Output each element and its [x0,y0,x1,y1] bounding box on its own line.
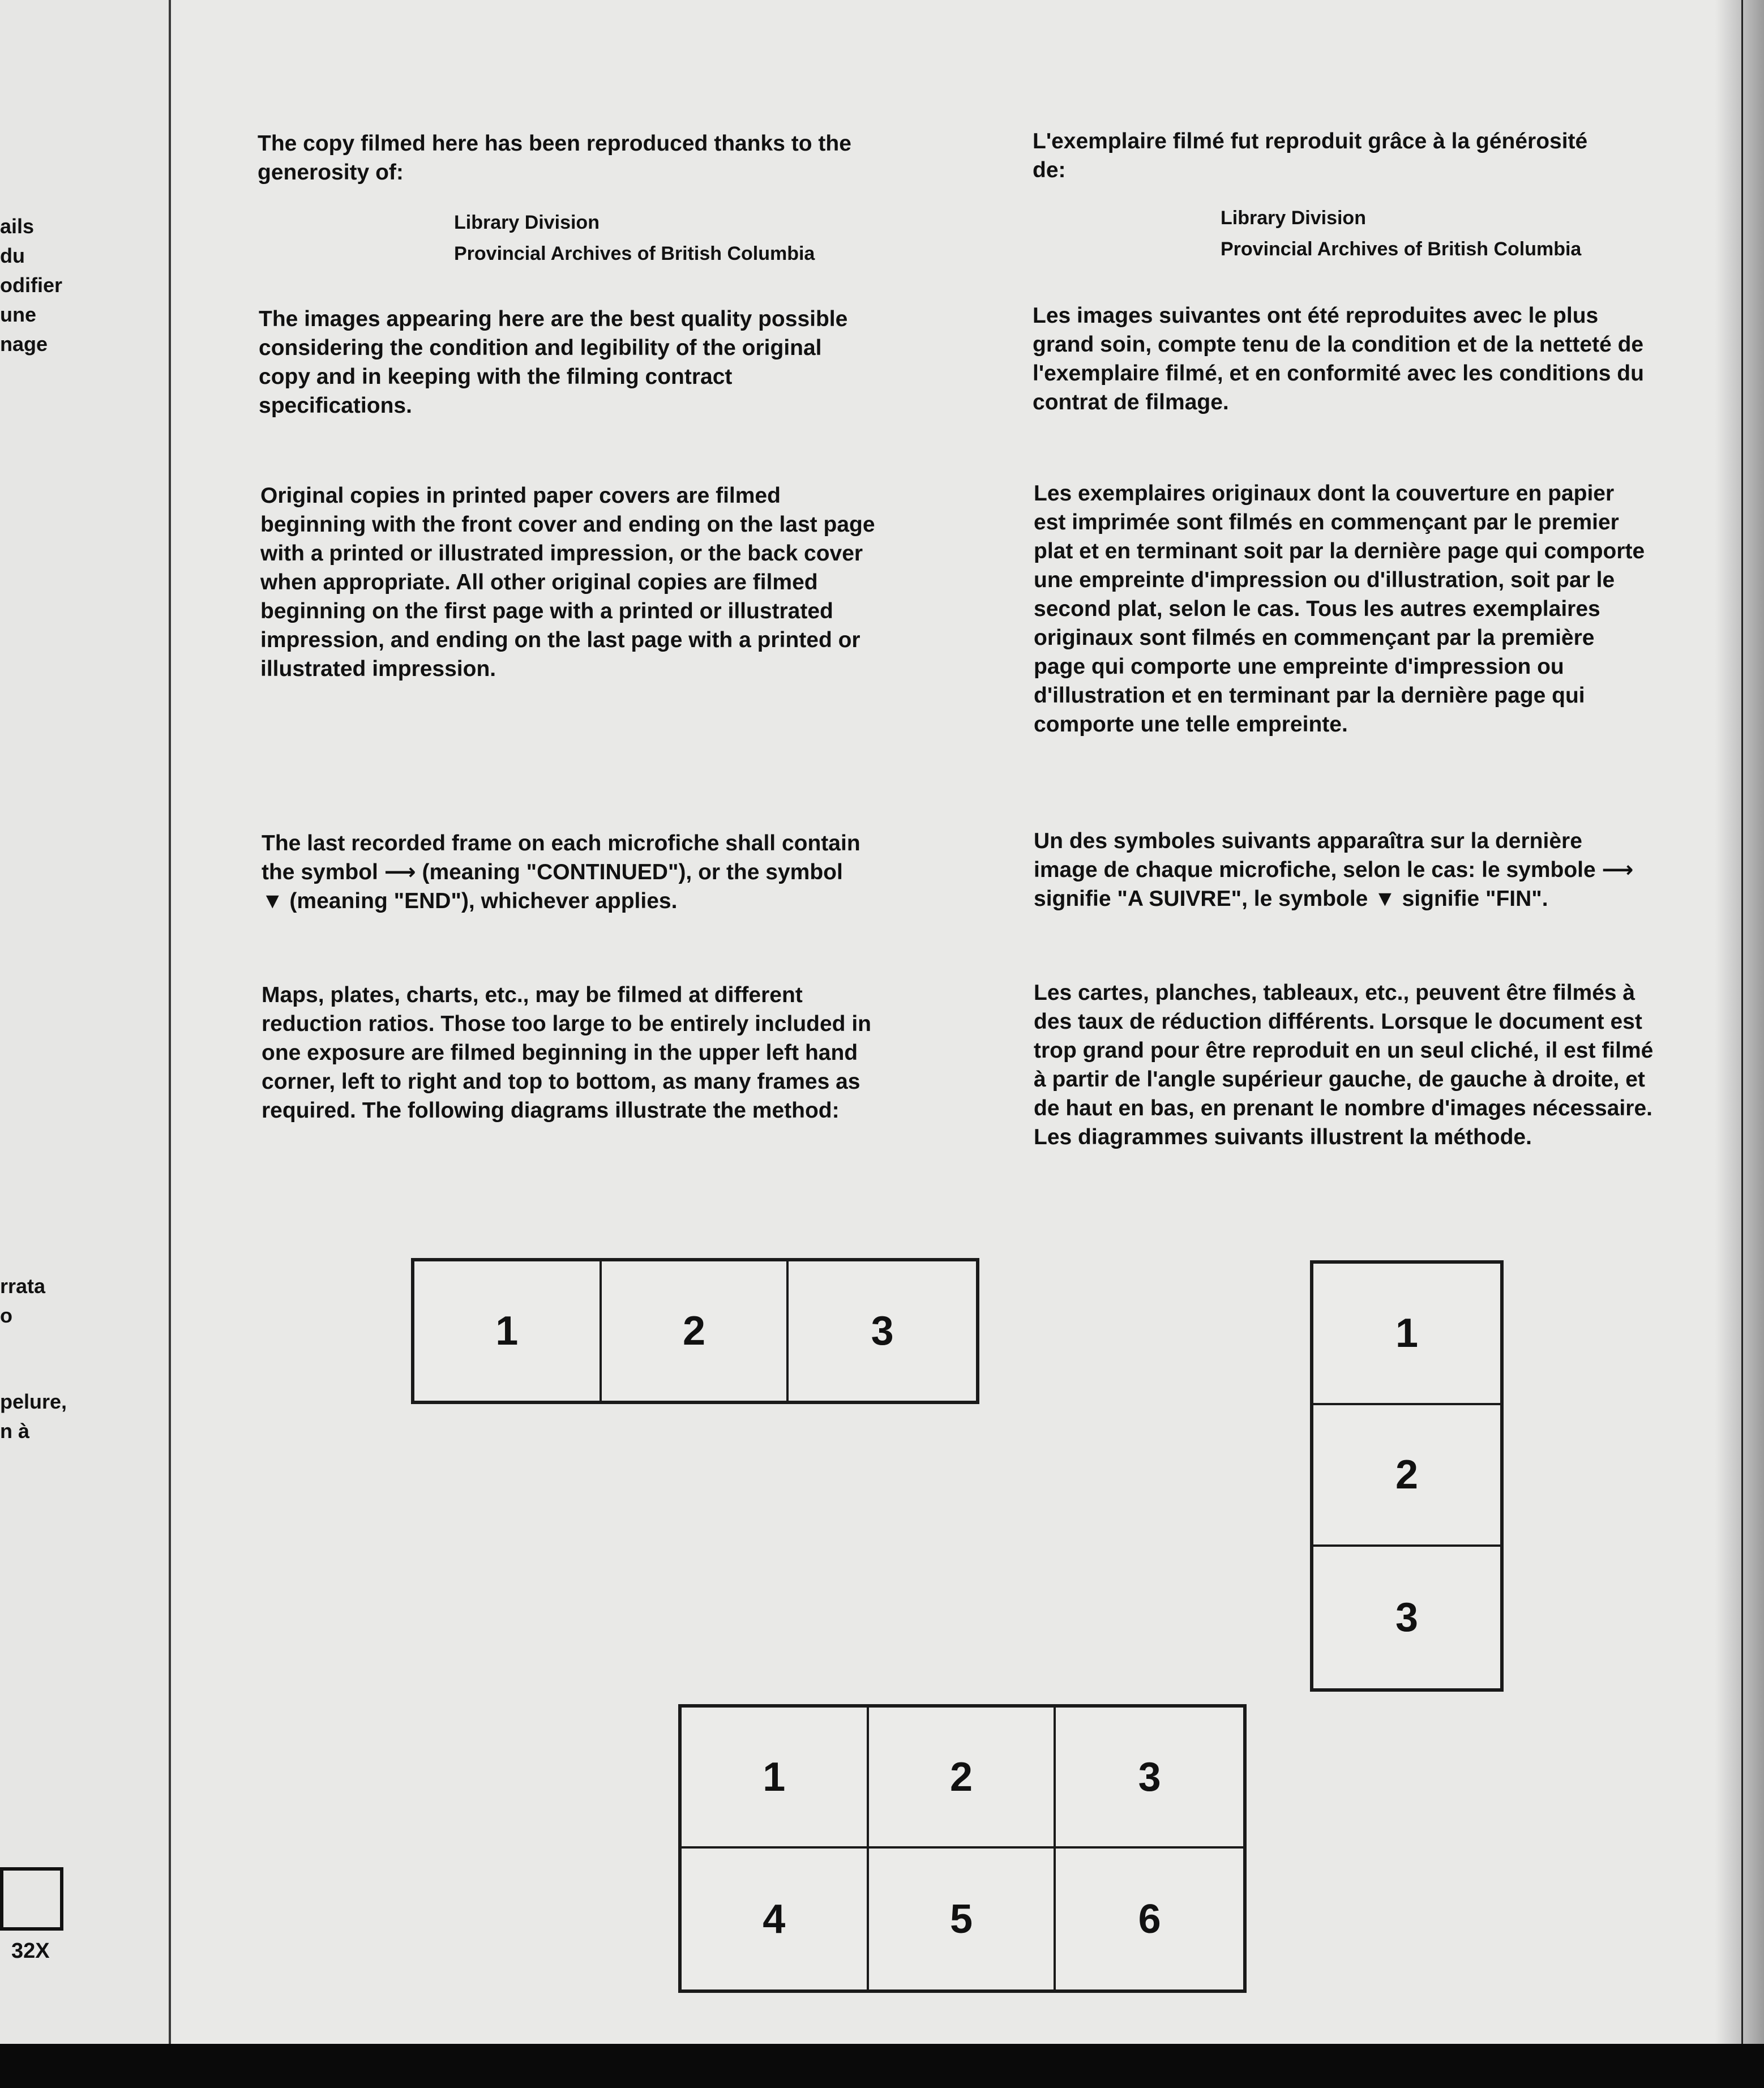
institution-line: Provincial Archives of British Columbia [454,243,815,264]
english-paragraph-originals: Original copies in printed paper covers are filmed beginning with the front cover and ending on the last page with a printed or illustrated impression, or the back cover when appropriate. All other original copies are filmed beginning on the first page with a printed or illustrated impression, and ending on the last page with a printed or illustrated impression. [260,484,875,681]
left-strip-mid-text [0,1272,45,1330]
french-institution [1221,203,1673,265]
frame-cell: 6 [1138,1896,1161,1942]
right-page-edge-shadow [1715,0,1764,2044]
institution-line: Library Division [1221,207,1366,229]
french-paragraph-symbols: Un des symboles suivants apparaîtra sur la dernière image de chaque microfiche, selon le cas: le symbole ⟶ signifie "A SUIVRE", le symbole ▼ signifie "FIN". [1034,829,1634,911]
strip-line: odifier [0,273,63,297]
frame-cell: 3 [871,1308,894,1354]
frame-cell: 1 [682,1708,869,1849]
right-page-edge-line [1741,0,1743,2044]
diagram-vertical [1310,1260,1504,1692]
english-paragraph-symbols: The last recorded frame on each microfiche shall contain the symbol ⟶ (meaning "CONTINUED"), or the symbol ▼ (meaning "END"), whichever applies. [262,831,860,913]
french-paragraph-originals: Les exemplaires originaux dont la couverture en papier est imprimée sont filmés en commençant par le premier plat et en terminant soit par la dernière page qui comporte une empreinte d'impression ou d'illustration, soit par le second plat, selon le cas. Tous les autres exemplaires originaux sont filmés en commençant par la première page qui comporte une empreinte d'impression ou d'illustration et en terminant par la dernière page qui comporte une telle empreinte. [1034,481,1645,737]
french-paragraph-quality: Les images suivantes ont été reproduites avec le plus grand soin, compte tenu de la condition et de la netteté de l'exemplaire filmé, et en conformité avec les conditions du contrat de filmage. [1033,303,1644,414]
strip-line: rrata [0,1274,46,1298]
frame-cell: 2 [1313,1405,1500,1547]
reduction-ratio-box [0,1867,63,1931]
diagram-horizontal [411,1258,979,1404]
frame-cell: 1 [414,1261,602,1401]
strip-line: n à [0,1419,30,1443]
english-paragraph-quality: The images appearing here are the best quality possible considering the condition and legibility of the original copy and in keeping with the filming contract specifications. [259,307,848,418]
page-fold-line [169,0,171,2044]
institution-line: Provincial Archives of British Columbia [1221,238,1582,260]
strip-line: du [0,244,25,267]
english-institution [454,207,907,269]
strip-line: une [0,303,37,326]
frame-cell: 2 [602,1261,789,1401]
strip-line: nage [0,332,48,356]
french-intro: L'exemplaire filmé fut reproduit grâce à la générosité de: [1033,129,1588,182]
left-strip-top-text [0,212,62,359]
strip-line: o [0,1304,12,1327]
frame-cell: 3 [1395,1595,1419,1640]
diagram-grid [678,1704,1247,1993]
frame-cell: 4 [682,1849,869,1989]
frame-cell: 2 [869,1708,1056,1849]
left-strip-low-text [0,1387,67,1446]
frame-cell: 1 [1313,1264,1500,1405]
english-intro: The copy filmed here has been reproduced thanks to the generosity of: [258,131,851,185]
strip-line: ails [0,215,35,238]
reduction-ratio-label: 32X [11,1939,50,1963]
frame-cell: 5 [869,1849,1056,1989]
bottom-dark-band [0,2044,1764,2088]
english-paragraph-maps: Maps, plates, charts, etc., may be filmed at different reduction ratios. Those too large to be entirely included in one exposure are filmed beginning in the upper left hand corner, left to right and top to bottom, as many frames as required. The following diagrams illustrate the method: [262,983,871,1123]
frame-cell: 3 [1056,1708,1243,1849]
strip-line: pelure, [0,1390,67,1413]
french-paragraph-maps: Les cartes, planches, tableaux, etc., peuvent être filmés à des taux de réduction différents. Lorsque le document est trop grand pour être reproduit en un seul cliché, il est filmé à partir de l'angle supérieur gauche, de gauche à droite, et de haut en bas, en prenant le nombre d'images nécessaire. Les diagrammes suivants illustrent la méthode. [1034,981,1654,1149]
institution-line: Library Division [454,212,600,233]
